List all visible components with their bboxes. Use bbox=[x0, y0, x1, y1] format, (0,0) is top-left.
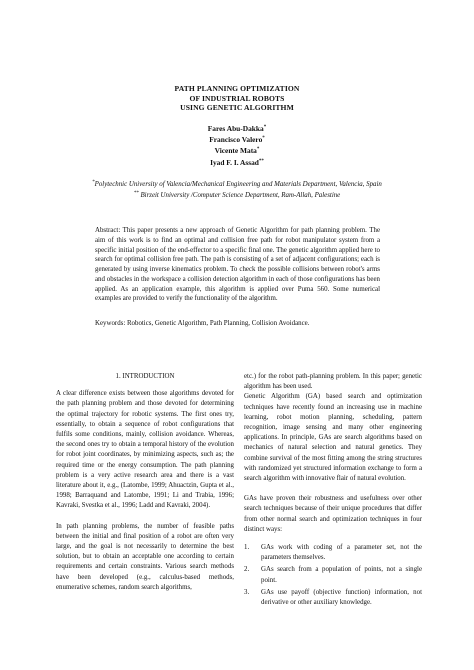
title-line-2: OF INDUSTRIAL ROBOTS bbox=[189, 93, 285, 103]
paragraph: GAs have proven their robustness and usefulness over other search techniques because of their unique procedures that differ from other normal search and optimization techniques in four distinct ways: bbox=[244, 495, 422, 533]
paragraph: Genetic Algorithm (GA) based search and optimization techniques have recently found an increasing use in machine learning, robot motion planning, scheduling, pattern recognition, image sensing and many other engineering applications. In principle, GAs are search algorithms based on mechanics of natural selection and natural genetics. They combine survival of the most fitting among the string structures with randomized yet structured information exchange to form a search algorithm with innovative flair of natural evolution. bbox=[244, 393, 422, 483]
author: Iyad F. I. Assad** bbox=[210, 157, 264, 167]
affiliation: ** Birzeit University /Computer Science Department, Ram-Allah, Palestine bbox=[133, 191, 341, 199]
title-line-3: USING GENETIC ALGORITHM bbox=[180, 103, 294, 113]
section-heading: 1. INTRODUCTION bbox=[115, 373, 175, 380]
author: Fares Abu-Dakka* bbox=[207, 124, 267, 133]
list-item: 2. GAs search from a population of points, not a single point. bbox=[244, 566, 422, 584]
abstract: Abstract: This paper presents a new approach of Genetic Algorithm for path planning problem. The aim of this work is to find an optimal and collision free path for robot manipulator system from a specific initial position of the end-effector to a specific final one. The genetic algorithm applied here to search for optimal collision free path. The path is consisting of a set of adjacent configurations; each is generated by using inverse kinematics problem. To check the possible collisions between robot's arms and obstacles in the workspace a collision detection algorithm in each of those configurations has been applied. As an application example, this algorithm is applied over Puma 560. Some numerical examples are provided to verify the functionality of the algorithm. bbox=[95, 227, 380, 303]
paper-title bbox=[0, 84, 474, 113]
author-list bbox=[0, 123, 474, 168]
paragraph: A clear difference exists between those algorithms devoted for the path planning problem and those devoted for determining the optimal trajectory for robotic systems. The first ones try, essentially, to obtain a sequence of robot configurations that fulfils some conditions, mainly, collision avoidance. Whereas, the second ones try to obtain a temporal history of the evolution for robot joint coordinates, by minimizing aspects, such as; the required time or the energy consumption. The path planning problem is a very active research area and there is a vast literature about it, e.g., (Latombe, 1999; Ahuactzin, Gupta et al., 1998; Barraquand and Latombe, 1991; Li and Trabia, 1996; Kavraki, Svestka et al., 1996; Ladd and Kavraki, 2004). bbox=[56, 390, 234, 510]
list-item: 1. GAs work with coding of a parameter set, not the parameters themselves. bbox=[244, 544, 422, 562]
author: Vicente Mata* bbox=[214, 146, 260, 156]
numbered-list bbox=[244, 543, 422, 608]
list-item: 3. GAs use payoff (objective function) information, not derivative or other auxiliary knowledge. bbox=[244, 588, 422, 607]
affiliation: *Polytechnic University of Valencia/Mechanical Engineering and Materials Department, Valencia, Spain bbox=[92, 180, 382, 188]
keywords: Keywords: Robotics, Genetic Algorithm, Path Planning, Collision Avoidance. bbox=[95, 320, 310, 327]
title-line-1: PATH PLANNING OPTIMIZATION bbox=[174, 84, 300, 93]
right-column bbox=[244, 372, 422, 610]
affiliations bbox=[0, 178, 474, 200]
paragraph: In path planning problems, the number of feasible paths between the initial and final position of a robot are often very large, and the goal is not necessarily to determine the best solution, but to obtain an acceptable one according to certain requirements and certain constraints. Various search methods have been developed (e.g., calculus-based methods, enumerative schemes, random search algorithms, bbox=[56, 522, 234, 591]
left-column bbox=[56, 372, 234, 593]
author: Francisco Valero* bbox=[209, 135, 265, 145]
paragraph: etc.) for the robot path-planning problem. In this paper; genetic algorithm has been used. bbox=[244, 373, 422, 391]
